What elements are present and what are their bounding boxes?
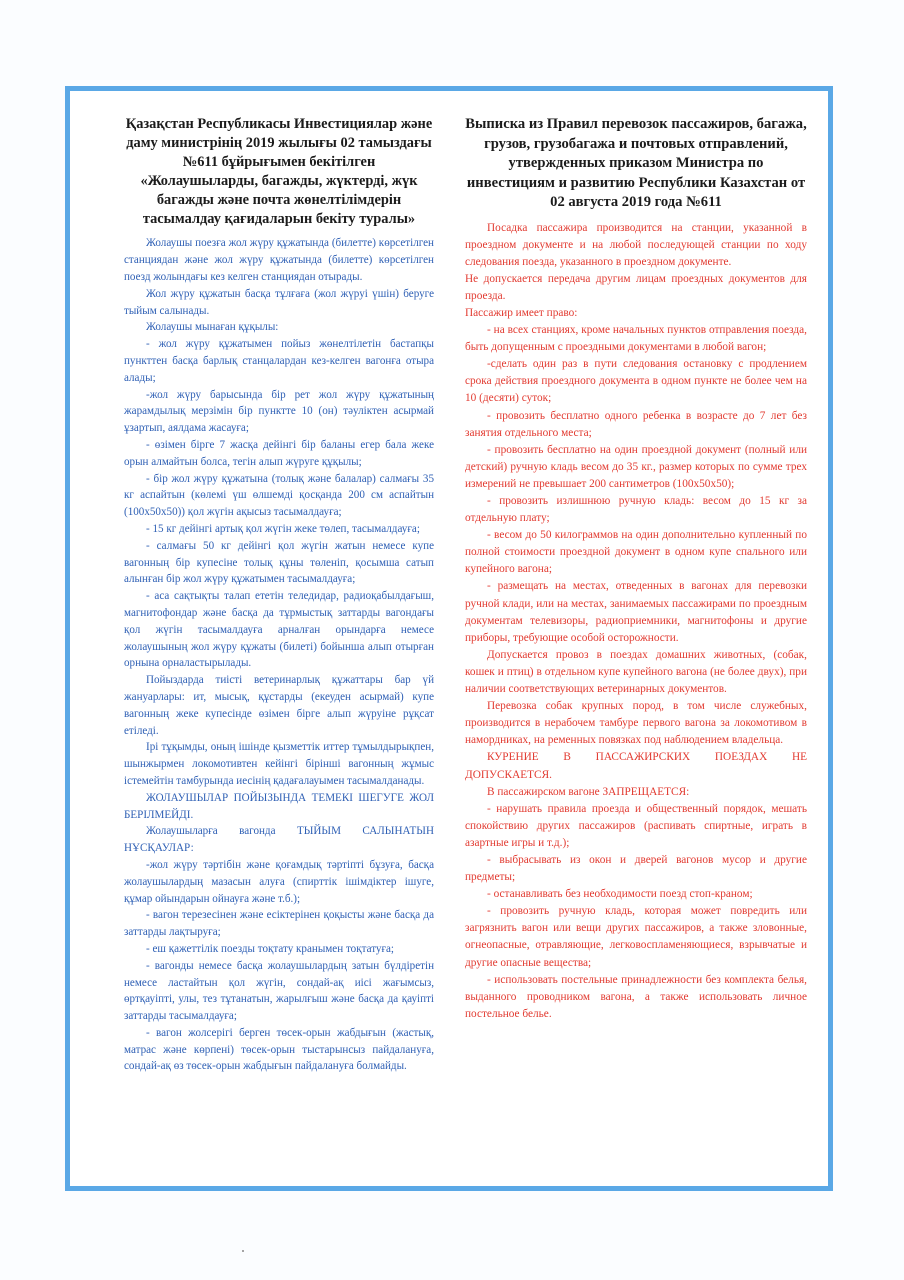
- kz-paragraph: Ірі тұқымды, оның ішінде қызметтік иттер тұмылдырықпен, шынжырмен локомотивтен кейінгі бірінші вагонның жұмыс істемейтін тамбурында иесінің қадағалауымен тасымалданады.: [124, 741, 434, 787]
- kz-paragraph: - вагон терезесінен және есіктерінен қоқысты және басқа да заттарды лақтыруға;: [124, 909, 434, 939]
- kz-paragraph: Жолаушы мынаған құқылы:: [146, 321, 279, 334]
- ru-paragraph: - использовать постельные принадлежности без комплекта белья, выданного проводником вагона, а также использовать личное постельное белье.: [465, 973, 807, 1020]
- ru-paragraph: - провозить излишнюю ручную кладь: весом до 15 кг за отдельную плату;: [465, 495, 807, 525]
- kz-paragraph: -жол жүру тәртібін және қоғамдық тәртіпті бұзуға, басқа жолаушылардың мазасын алуға (спирттік ішімдіктер ішуге, құмар ойындарын ойнауға және т.б.);: [124, 858, 434, 905]
- ru-prohibited-heading: В пассажирском вагоне ЗАПРЕЩАЕТСЯ:: [487, 785, 690, 798]
- ru-paragraph: - весом до 50 килограммов на один дополнительно купленный по полной стоимости проездной документ в одном купе спального или купейного вагона;: [465, 529, 807, 576]
- ru-paragraph: - провозить ручную кладь, которая может повредить или загрязнить вагон или вещи других пассажиров, а также зловонные, огнеопасные, отравляющие, легковоспламеняющиеся, взрывчатые и другие опасные вещества;: [465, 905, 807, 969]
- ru-paragraph: - провозить бесплатно на один проездной документ (полный или детский) ручную кладь весом до 35 кг., размер которых по сумме трех измерений не превышает 200 сантиметров (100х50х50);: [465, 443, 807, 490]
- ru-paragraph: - провозить бесплатно одного ребенка в возрасте до 7 лет без занятия отдельного места;: [465, 409, 807, 439]
- kz-paragraph: -жол жүру барысында бір рет жол жүру құжатының жарамдылық мерзімін бір пунктте 10 (он) тәуліктен асырмай ұзартып, аялдама жасауға;: [124, 388, 434, 435]
- kz-paragraph: - вагонды немесе басқа жолаушылардың затын бүлдіретін немесе ластайтын қол жүгін, сондай-ақ иісі жағымсыз, өртқауіпті, улы, тез тұтанатын, жарылғыш және басқа да қауіпті заттарды тасымалдауға;: [124, 959, 434, 1023]
- kz-paragraph: - өзімен бірге 7 жасқа дейінгі бір баланы егер бала жеке орын алмайтын болса, тегін алып жүруге құқылы;: [124, 439, 434, 468]
- ru-paragraph: Перевозка собак крупных пород, в том числе служебных, производится в нерабочем тамбуре первого вагона за локомотивом в намордниках, на ременных повязках под наблюдением владельца.: [465, 700, 807, 747]
- kz-paragraph: Пойыздарда тиісті ветеринарлық құжаттары бар үй жануарлары: ит, мысық, құстарды (екеуден асырмай) купе вагонның жеке купесінде өзімен бірге алып жүруіне рұқсат етіледі.: [124, 674, 434, 737]
- kz-prohibited-heading: Жолаушыларға вагонда ТЫЙЫМ САЛЫНАТЫН НҰСҚАУЛАР:: [124, 825, 434, 855]
- kz-smoking-heading: ЖОЛАУШЫЛАР ПОЙЫЗЫНДА ТЕМЕКІ ШЕГУГЕ ЖОЛ БЕРІЛМЕЙДІ.: [124, 791, 434, 821]
- ru-paragraph: - нарушать правила проезда и общественный порядок, мешать спокойствию других пассажиров (распивать спиртные, играть в азартные игры и т.д.);: [465, 802, 807, 849]
- kz-paragraph: - жол жүру құжатымен пойыз жөнелтілетін бастапқы пункттен басқа барлық станцалардан кез-келген вагонға отыра алады;: [124, 338, 434, 384]
- kz-paragraph: - вагон жолсерігі берген төсек-орын жабдығын (жастық, матрас және көрпені) төсек-орын тыстарынсыз пайдалануға, сондай-ақ өз төсек-орын жабдығын пайдалануға болмайды.: [124, 1026, 434, 1073]
- ru-paragraph: - размещать на местах, отведенных в вагонах для перевозки ручной клади, или на местах, занимаемых пассажирами по проездным документам телевизоры, радиоприемники, магнитофоны и другие приборы, требующие особой осторожности.: [465, 580, 807, 644]
- ru-paragraph: Пассажир имеет право:: [465, 306, 578, 319]
- document-frame: [65, 86, 833, 1191]
- ru-paragraph: - на всех станциях, кроме начальных пунктов отправления поезда, быть допущенным с проездными документами в любой вагон;: [465, 324, 807, 354]
- ru-paragraph: Допускается провоз в поездах домашних животных, (собак, кошек и птиц) в отдельном купе купейного вагона (не более двух), при наличии соответствующих ветеринарных документов.: [465, 648, 807, 696]
- kz-paragraph: - 15 кг дейінгі артық қол жүгін жеке төлеп, тасымалдауға;: [146, 522, 420, 535]
- kazakh-title: Қазақстан Республикасы Инвестициялар және даму министрінің 2019 жылығы 02 тамыздағы №611 бұйрығымен бекітілген «Жолаушыларды, багажды, жүктерді, жүк багажды және почта жөнелтілімдерін тасымалдау қағидаларын бекіту туралы»: [125, 116, 433, 227]
- ru-paragraph: - выбрасывать из окон и дверей вагонов мусор и другие предметы;: [465, 853, 807, 884]
- ru-paragraph: - останавливать без необходимости поезд стоп-краном;: [487, 888, 753, 901]
- kz-paragraph: Жолаушы поезға жол жүру құжатында (билетте) көрсетілген станциядан және жол жүру құжатында (билетте) көрсетілген поезд жолындағы кез келген станциядан отырады.: [124, 237, 434, 284]
- russian-title: Выписка из Правил перевозок пассажиров, багажа, грузов, грузобагажа и почтовых отправлений, утвержденных приказом Министра по инвестициям и развитию Республики Казахстан от 02 августа 2019 года №611: [465, 116, 807, 210]
- kz-paragraph: Жол жүру құжатын басқа тұлғаға (жол жүруі үшін) беруге тыйым салынады.: [124, 287, 434, 317]
- ru-paragraph: -сделать один раз в пути следования остановку с продлением срока действия проездного документа в одном пункте не более чем на 10 (десяти) суток;: [465, 358, 807, 405]
- kazakh-column: [124, 115, 434, 1075]
- scan-speck: [242, 1250, 244, 1252]
- russian-column: [465, 115, 807, 1023]
- kz-paragraph: - бір жол жүру құжатына (толық және балалар) салмағы 35 кг аспайтын (көлемі үш өлшемді қосқанда 200 см аспайтын (100х50х50)) қол жүгін ақысыз тасымалдауға;: [124, 472, 434, 519]
- ru-paragraph: Посадка пассажира производится на станции, указанной в проездном документе и на любой последующей станции по ходу следования поезда, указанного в проездном документе.: [465, 221, 807, 268]
- ru-smoking-heading: КУРЕНИЕ В ПАССАЖИРСКИХ ПОЕЗДАХ НЕ ДОПУСКАЕТСЯ.: [465, 751, 807, 781]
- kz-paragraph: - аса сақтықты талап ететін теледидар, радиоқабылдағыш, магнитофондар және басқа да тұрмыстық заттарды вагондағы қол жүгін тасымалдауға арналған орындарға немесе жолаушының жол жүру құжаты (билеті) бойынша алып отырған орнына орналастырылады.: [124, 590, 434, 670]
- kz-paragraph: - салмағы 50 кг дейінгі қол жүгін жатын немесе купе вагонның бір купесіне толық құны төленіп, қосымша сатып алынған бір жол жүру құжатымен тасымалдауға;: [124, 539, 434, 586]
- kz-paragraph: - еш қажеттілік поезды тоқтату кранымен тоқтатуға;: [146, 942, 395, 955]
- ru-paragraph: Не допускается передача другим лицам проездных документов для проезда.: [465, 272, 807, 302]
